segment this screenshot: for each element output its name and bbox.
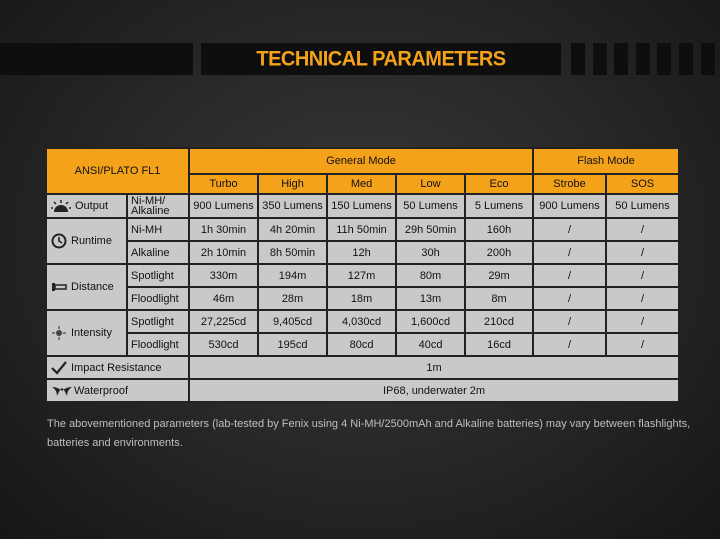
runtime-value: 200h	[465, 241, 533, 264]
intensity-sub-label: Floodlight	[127, 333, 189, 356]
mode-sos: SOS	[606, 174, 679, 194]
output-value: 900 Lumens	[533, 194, 606, 218]
header-stripe	[657, 43, 671, 75]
flashlight-icon	[51, 281, 67, 293]
distance-value: /	[606, 287, 679, 310]
check-icon	[51, 361, 67, 375]
distance-value: 80m	[396, 264, 465, 287]
mode-turbo: Turbo	[189, 174, 258, 194]
distance-sub-label: Spotlight	[127, 264, 189, 287]
distance-value: 330m	[189, 264, 258, 287]
runtime-value: 2h 10min	[189, 241, 258, 264]
runtime-value: /	[533, 241, 606, 264]
intensity-value: 4,030cd	[327, 310, 396, 333]
intensity-value: 210cd	[465, 310, 533, 333]
intensity-value: 530cd	[189, 333, 258, 356]
distance-value: 18m	[327, 287, 396, 310]
distance-value: 28m	[258, 287, 327, 310]
header-stripe	[571, 43, 585, 75]
footnote: The abovementioned parameters (lab-tested by Fenix using 4 Ni-MH/2500mAh and Alkaline batteries) may vary between flashlights, batteries and environments.	[47, 418, 691, 449]
intensity-label: Intensity	[71, 327, 112, 339]
mode-med: Med	[327, 174, 396, 194]
intensity-value: /	[533, 310, 606, 333]
output-battery: Ni-MH/ Alkaline	[127, 194, 189, 218]
distance-value: 8m	[465, 287, 533, 310]
parameters-table	[45, 147, 680, 403]
intensity-value: /	[533, 333, 606, 356]
clock-icon	[51, 233, 67, 249]
intensity-value: 9,405cd	[258, 310, 327, 333]
mode-high: High	[258, 174, 327, 194]
header-stripe	[679, 43, 693, 75]
intensity-value: 1,600cd	[396, 310, 465, 333]
output-value: 50 Lumens	[606, 194, 679, 218]
intensity-value: 80cd	[327, 333, 396, 356]
impact-label-cell	[46, 356, 189, 379]
header-stripe	[614, 43, 628, 75]
standard-cell: ANSI/PLATO FL1	[46, 148, 189, 194]
waterproof-label-cell	[46, 379, 189, 402]
runtime-sub-label: Alkaline	[127, 241, 189, 264]
distance-value: 194m	[258, 264, 327, 287]
distance-value: /	[606, 264, 679, 287]
output-label: Output	[75, 200, 109, 212]
distance-value: /	[533, 264, 606, 287]
runtime-label: Runtime	[71, 235, 112, 247]
intensity-value: /	[606, 333, 679, 356]
intensity-label-cell	[46, 310, 127, 356]
distance-value: 46m	[189, 287, 258, 310]
intensity-value: 195cd	[258, 333, 327, 356]
water-drops-icon	[51, 385, 73, 397]
runtime-value: 160h	[465, 218, 533, 241]
runtime-value: 4h 20min	[258, 218, 327, 241]
mode-eco: Eco	[465, 174, 533, 194]
runtime-value: /	[606, 241, 679, 264]
impact-label: Impact Resistance	[71, 361, 162, 374]
output-value: 900 Lumens	[189, 194, 258, 218]
page-title: TECHNICAL PARAMETERS	[256, 46, 506, 71]
intensity-value: 16cd	[465, 333, 533, 356]
runtime-value: 29h 50min	[396, 218, 465, 241]
runtime-value: 30h	[396, 241, 465, 264]
output-value: 350 Lumens	[258, 194, 327, 218]
mode-low: Low	[396, 174, 465, 194]
impact-value: 1m	[189, 356, 679, 379]
general-mode-header: General Mode	[189, 148, 533, 174]
runtime-value: /	[533, 218, 606, 241]
intensity-value: 27,225cd	[189, 310, 258, 333]
output-value: 50 Lumens	[396, 194, 465, 218]
output-label-cell	[46, 194, 127, 218]
mode-strobe: Strobe	[533, 174, 606, 194]
header-stripe	[701, 43, 715, 75]
header-bar-left	[0, 43, 193, 75]
distance-value: 127m	[327, 264, 396, 287]
runtime-value: 11h 50min	[327, 218, 396, 241]
distance-value: /	[533, 287, 606, 310]
flash-mode-header: Flash Mode	[533, 148, 679, 174]
runtime-label-cell	[46, 218, 127, 264]
intensity-sub-label: Spotlight	[127, 310, 189, 333]
distance-value: 13m	[396, 287, 465, 310]
output-value: 5 Lumens	[465, 194, 533, 218]
runtime-value: 12h	[327, 241, 396, 264]
header-stripe	[593, 43, 607, 75]
runtime-value: /	[606, 218, 679, 241]
waterproof-value: IP68, underwater 2m	[189, 379, 679, 402]
distance-label-cell	[46, 264, 127, 310]
distance-sub-label: Floodlight	[127, 287, 189, 310]
distance-value: 29m	[465, 264, 533, 287]
intensity-value: /	[606, 310, 679, 333]
intensity-value: 40cd	[396, 333, 465, 356]
distance-label: Distance	[71, 281, 114, 293]
output-value: 150 Lumens	[327, 194, 396, 218]
target-icon	[51, 325, 67, 341]
runtime-value: 1h 30min	[189, 218, 258, 241]
runtime-sub-label: Ni-MH	[127, 218, 189, 241]
runtime-value: 8h 50min	[258, 241, 327, 264]
header-stripe	[636, 43, 650, 75]
sun-icon	[51, 199, 71, 213]
waterproof-label: Waterproof	[74, 384, 129, 397]
